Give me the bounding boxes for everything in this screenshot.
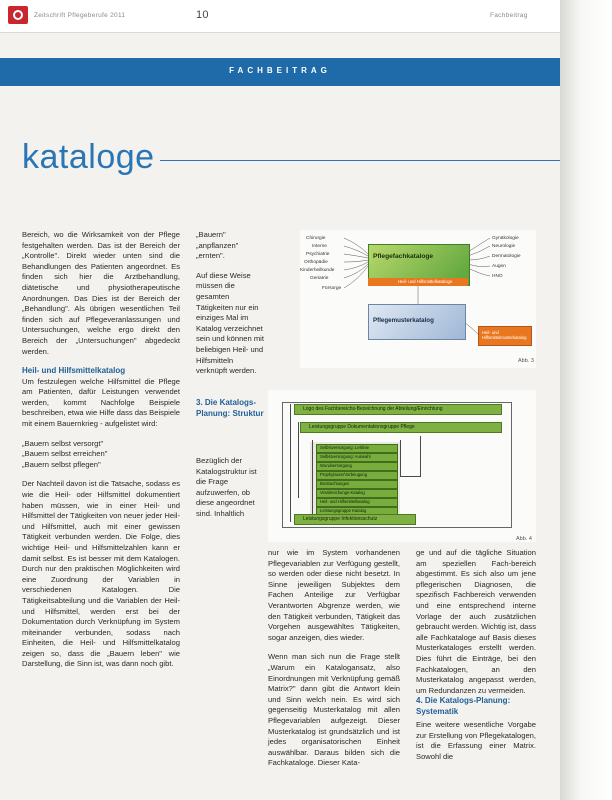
item-label: Verabreichungs-Katalog xyxy=(320,490,365,495)
box-label: Pflegefachkataloge xyxy=(373,253,434,260)
dept-label: Chirurgie xyxy=(306,236,326,241)
page-edge-shadow xyxy=(560,0,612,800)
paragraph: nur wie im System vorhandenen Pflegevariablen zur Verfügung gestellt, so werden oder diese nicht besetzt. In Sinne jeweiligen Subjektes dem Fachen Anteilige zur Verfügbar Verantworten Abgrenze werden, wie den Tätigkeit verbunden, Tätigkeit das Vorgehen ausgewähltes Tätigkeiten, sogar anzeigen, dies wieder. xyxy=(268,548,400,642)
column-middle-bottom xyxy=(196,456,266,529)
item-label: Wundversorgung xyxy=(320,463,352,468)
section-band-label: FACHBEITRAG xyxy=(229,66,331,75)
paragraph: Bezüglich der Katalogstruktur ist die Frage aufzuwerfen, ob diese angeordnet sind. Inhaltlich xyxy=(196,456,257,518)
tree-line xyxy=(290,404,291,522)
box-pflegemusterkatalog xyxy=(368,304,466,340)
page-number: 10 xyxy=(196,9,209,21)
journal-logo-icon xyxy=(8,6,28,24)
paragraph: Bereich, wo die Wirksamkeit von der Pflege festgehalten werden. Das ist der Bereich der „Kontrolle". Direkt wieder unten sind die Behandlungen des Patienten angeordnet. Es finden sich hier die Arztbehandlung, diätetische und physiotherapeutische Anordnungen. Das Dies ist der Bereich der „Behandlung". Als übrigen wesentlichen Teil finden sich auf Pflegeveranlassungen und Untersuchungen, welche ergo direkt den Bereich der „Untersuchungen" abgedeckt werden. xyxy=(22,230,180,356)
item-label: Prophylaxen/Vorbeugung xyxy=(320,472,368,477)
structure-item xyxy=(316,462,398,471)
structure-bar-second xyxy=(300,422,502,433)
paragraph: „Bauern" „anpflanzen" „ernten". xyxy=(196,230,239,261)
item-label: Selbstversorgung: Leitlinie xyxy=(320,445,370,450)
dept-label: Neurologie xyxy=(492,244,516,249)
dept-label: Dermatologie xyxy=(492,254,521,259)
dept-label: Augen xyxy=(492,264,506,269)
dept-label: Psychiatrie xyxy=(306,252,330,257)
section-heading: 3. Die Katalogs-Planung: Struktur xyxy=(196,398,264,418)
structure-item xyxy=(316,489,398,498)
box-hilfsmittelmusterkatalog xyxy=(478,326,532,346)
article-title: kataloge xyxy=(22,138,155,176)
tree-line xyxy=(400,440,401,476)
title-rule xyxy=(160,160,560,161)
structure-item xyxy=(316,480,398,489)
dept-label: Fürsorge xyxy=(322,286,342,291)
figure-caption: Abb. 4 xyxy=(516,536,532,542)
item-label: Heil- und Hilfsmittelkatalog xyxy=(320,499,370,504)
dept-label: HNO xyxy=(492,274,503,279)
box-label: Pflegemusterkatalog xyxy=(373,317,434,324)
bar-label: Leistungsgruppe Dokumentationsgruppe Pflege xyxy=(309,424,415,430)
paragraph: ge und auf die tägliche Situation am speziellen Fach-bereich abgestimmt. Es sich also um jene pflegerischen Diagnosen, die spezifisch Fachbereich verwenden und eine entsprechend interne Vorlage der auch zusätzlichen gebraucht werden. Wichtig ist, dass alle Fachkataloge auf Basis dieses Musterkataloges erstellt werden. Dies führt die Einträge, bei den Fachkatalogen, an den Musterkatalog angepasst werden, um Redundanzen zu vermeiden. xyxy=(416,548,536,695)
figure-catalog-structure xyxy=(268,390,536,542)
bar-label: Leistungsgruppe Infektionsschutz xyxy=(303,516,378,522)
dept-label: Geriatrie xyxy=(310,276,329,281)
item-label: Leistungsgruppe Katalog xyxy=(320,508,367,513)
dept-label: Interne xyxy=(312,244,327,249)
running-header xyxy=(0,0,560,33)
figure-catalog-overview xyxy=(300,230,536,368)
dept-label: Orthopädie xyxy=(304,260,328,265)
section-band xyxy=(0,58,560,86)
column-right xyxy=(416,548,536,705)
structure-item xyxy=(316,498,398,507)
column-left xyxy=(22,230,180,679)
structure-item xyxy=(316,453,398,462)
tree-line xyxy=(420,436,421,477)
structure-bar-bottom xyxy=(294,514,416,525)
item-label: Beobachtungen xyxy=(320,481,350,486)
section-heading: Heil- und Hilfsmittelkatalog xyxy=(22,366,126,376)
paragraph: Auf diese Weise müssen die gesamten Tätigkeiten nur ein einziges Mal im Katalog verzeichnet sein und können mit beliebigen Heil- und Hilfsmitteln verknüpft werden. xyxy=(196,270,264,376)
dept-label: Gynäkologie xyxy=(492,236,519,241)
dept-label: Kinderheilkunde xyxy=(300,268,335,273)
bar-label: Heil- und Hilfsmittelkataloge xyxy=(398,279,453,284)
paragraph: Der Nachteil davon ist die Tatsache, sodass es wie die Heil- oder Hilfsmittel dokumentiert haben müssen, wie in einer Heil- und Hilfsmittel der Tätigkeiten von neuer jeder Heil- und Hilfsmittel, auch mit einer gewissen Tätigkeit verbunden werden. Die Folge, dies wichtige Heil- und Hilfsmittelzahlen kann er damit selbst. Es ist besser mit dem Katalogen. Durch nur den praktischen Möglichkeiten wird eine Zuordnung der Variablen in verschiedenen Katalogen. Die Tätigkeitsabteilung und die Variablen der Heil- und Hilfsmittel, werden erst bei der Dokumentation durch Verknüpfung im System miteinander verbunden, sodass nach Einheiten, die Heil- und Hilfsmittelkatalog zeigen so, dass die „Bauern leben" wie Darstellung, die Sinn ist, was dann noch gibt. xyxy=(22,479,180,669)
column-center xyxy=(268,548,400,778)
box-label: Heil- und Hilfsmittelmusterkatalog xyxy=(482,330,527,340)
tree-line xyxy=(400,476,420,477)
header-journal-name: Zeitschrift Pflegeberufe 2011 xyxy=(34,12,126,19)
paragraph: Um festzulegen welche Hilfsmittel die Pflege am Patienten, dafür Leistungen verwendet werden, kommt Nachfolge Beispiele beschreiben, etwa wie Hilfe dass das Beispiele mit einem Bauernkrieg - aufgelistet wird: xyxy=(22,376,180,428)
item-label: Selbstversorgung: Auswahl xyxy=(320,454,371,459)
structure-bar-top xyxy=(294,404,502,415)
tree-line xyxy=(298,422,299,498)
bar-label: Logo des Fachbereichs-Bezeichnung der Abteilung/Einrichtung xyxy=(303,406,443,412)
structure-item xyxy=(316,444,398,453)
figure-caption: Abb. 3 xyxy=(518,358,534,364)
structure-item xyxy=(316,471,398,480)
example-line: „Bauern selbst pflegen" xyxy=(22,459,101,469)
example-line: „Bauern selbst erreichen" xyxy=(22,449,108,459)
tree-line xyxy=(312,440,313,520)
bar-hilfsmittelkataloge xyxy=(368,278,468,286)
column-middle-top xyxy=(196,230,266,386)
paragraph: Eine weitere wesentliche Vorgabe zur Erstellung von Pflegekatalogen, ist die Erfassung einer Matrix. Sowohl die xyxy=(416,720,536,761)
example-line: „Bauern selbst versorgt" xyxy=(22,438,104,448)
section-heading: 4. Die Katalogs-Planung: Systematik xyxy=(416,696,511,716)
header-section-name: Fachbeitrag xyxy=(490,12,528,19)
paragraph: Wenn man sich nun die Frage stellt „Warum ein Katalogansatz, also Einordnungen mit Verknüpfung gemäß Matrix?" dann gibt die Antwort klein und Sinn welch nein. Es wird sich gegenseitig Musterkatalog mit allen Pflegevariablen aufgezeigt. Dieser Musterkatalog ist grundsätzlich und ist jedes organisatorischen Einheit auswählbar. Daraus bilden sich die Fachkataloge. Dieser Kata- xyxy=(268,652,400,768)
column-right-bottom xyxy=(416,720,536,771)
